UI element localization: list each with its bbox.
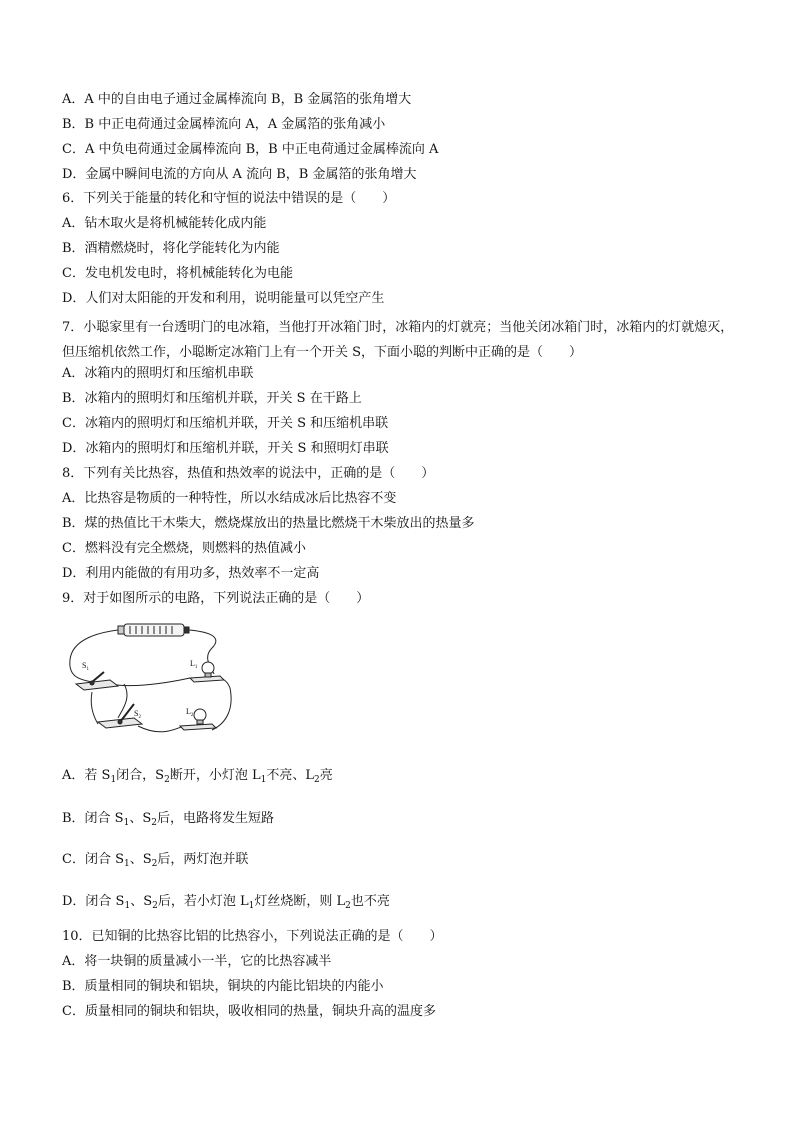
q8-option-b: B．煤的热值比干木柴大，燃烧煤放出的热量比燃烧干木柴放出的热量多 <box>62 516 475 531</box>
q9-option-b: B．闭合 $S_1$、$S_2$后，电路将发生短路 <box>62 811 274 828</box>
q10-option-b: B．质量相同的铜块和铝块，铜块的内能比铝块的内能小 <box>62 979 384 994</box>
q5-option-a: A．A 中的自由电子通过金属棒流向 B，B 金属箔的张角增大 <box>62 92 412 107</box>
q6-option-b: B．酒精燃烧时，将化学能转化为内能 <box>62 241 280 256</box>
circuit-diagram <box>62 618 242 746</box>
q6-option-a: A．钻木取火是将机械能转化成内能 <box>62 216 267 231</box>
q8-stem: 8．下列有关比热容，热值和热效率的说法中，正确的是（ ） <box>62 466 435 481</box>
q7-option-c: C．冰箱内的照明灯和压缩机并联，开关 S 和压缩机串联 <box>62 416 389 431</box>
q9-stem: 9．对于如图所示的电路，下列说法正确的是（ ） <box>62 591 370 606</box>
s2-label: $S_2$ <box>134 709 141 720</box>
q5-option-d: D．金属中瞬间电流的方向从 A 流向 B，B 金属箔的张角增大 <box>62 167 417 182</box>
q8-option-d: D．利用内能做的有用功多，热效率不一定高 <box>62 566 320 581</box>
q10-stem: 10．已知铜的比热容比铝的比热容小，下列说法正确的是（ ） <box>62 929 443 944</box>
q10-option-a: A．将一块铜的质量减小一半，它的比热容减半 <box>62 954 332 969</box>
q7-option-b: B．冰箱内的照明灯和压缩机并联，开关 S 在干路上 <box>62 391 362 406</box>
q5-option-b: B．B 中正电荷通过金属棒流向 A，A 金属箔的张角减小 <box>62 117 386 132</box>
q7-option-a: A．冰箱内的照明灯和压缩机串联 <box>62 366 254 381</box>
q6-option-d: D．人们对太阳能的开发和利用，说明能量可以凭空产生 <box>62 291 385 306</box>
q9-option-a: A．若 $S_1$闭合，$S_2$断开，小灯泡 $L_1$不亮、$L_2$亮 <box>62 768 333 785</box>
l1-label: $L_1$ <box>190 659 198 670</box>
q5-option-c: C．A 中负电荷通过金属棒流向 B，B 中正电荷通过金属棒流向 A <box>62 142 439 157</box>
q7-stem: 7．小聪家里有一台透明门的电冰箱，当他打开冰箱门时，冰箱内的灯就亮；当他关闭冰箱门时，冰箱内的灯就熄灭，但压缩机依然工作，小聪断定冰箱门上有一个开关 S，下面小聪的判断中正确的是（ ） <box>62 320 734 360</box>
q9-option-c: C．闭合 $S_1$、$S_2$后，两灯泡并联 <box>62 852 249 869</box>
q9-option-d: D．闭合 $S_1$、$S_2$后，若小灯泡 $L_1$灯丝烧断，则 $L_2$也不亮 <box>62 894 390 911</box>
q8-option-a: A．比热容是物质的一种特性，所以水结成冰后比热容不变 <box>62 491 397 506</box>
q7-option-d: D．冰箱内的照明灯和压缩机并联，开关 S 和照明灯串联 <box>62 441 389 456</box>
l2-label: $L_2$ <box>186 707 194 718</box>
q8-option-c: C．燃料没有完全燃烧，则燃料的热值减小 <box>62 541 306 556</box>
q10-option-c: C．质量相同的铜块和铝块，吸收相同的热量，铜块升高的温度多 <box>62 1004 436 1019</box>
q6-option-c: C．发电机发电时，将机械能转化为电能 <box>62 266 293 281</box>
q6-stem: 6．下列关于能量的转化和守恒的说法中错误的是（ ） <box>62 191 396 206</box>
s1-label: $S_1$ <box>82 661 89 672</box>
